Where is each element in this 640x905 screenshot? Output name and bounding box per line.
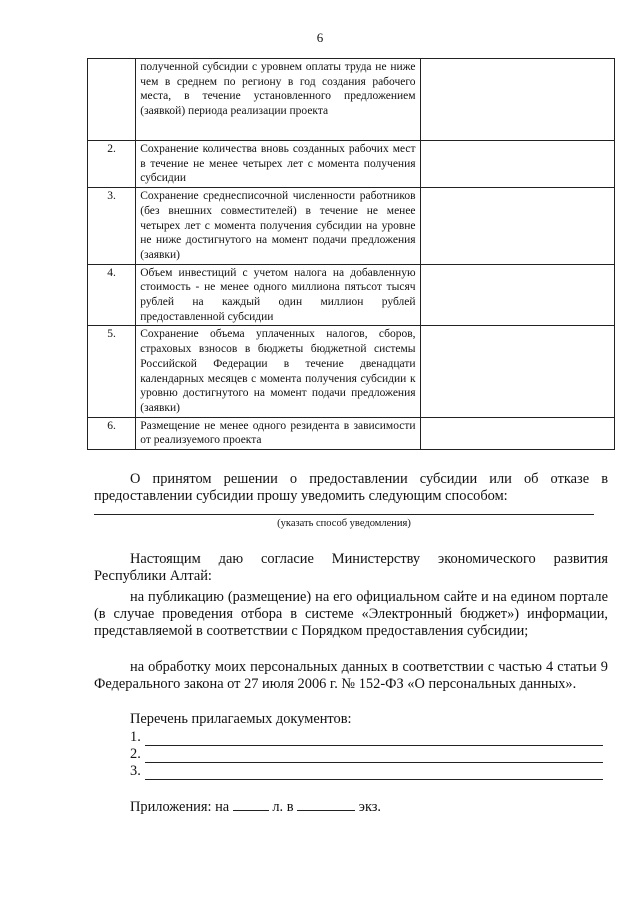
document-line-1[interactable] [130, 729, 603, 746]
notification-method-hint: (указать способ уведомления) [277, 518, 411, 529]
table-row [88, 264, 615, 326]
row-value-cell [420, 59, 614, 141]
table-row [88, 59, 615, 141]
row-value-cell [420, 417, 614, 449]
attachments-prefix: Приложения: на [130, 799, 230, 815]
document-line-blank[interactable] [145, 731, 603, 746]
document-line-number: 3. [130, 763, 141, 779]
table-row [88, 326, 615, 417]
notification-request: О принятом решении о предоставлении субсидии или об отказе в предоставлении субсидии прошу уведомить следующим способом: [94, 471, 608, 504]
copies-count-blank[interactable] [297, 797, 355, 811]
table-row [88, 141, 615, 188]
row-number: 3. [88, 188, 136, 265]
row-number [88, 59, 136, 141]
row-number: 4. [88, 264, 136, 326]
document-line-number: 2. [130, 746, 141, 762]
document-line-blank[interactable] [145, 748, 603, 763]
row-text: Объем инвестиций с учетом налога на добавленную стоимость - не менее одного миллиона пятьсот тысяч рублей на каждый один миллион рублей предоставленной субсидии [136, 264, 420, 326]
row-number: 5. [88, 326, 136, 417]
document-line-2[interactable] [130, 746, 603, 763]
row-number: 6. [88, 417, 136, 449]
consent-intro: Настоящим даю согласие Министерству экономического развития Республики Алтай: [94, 551, 608, 584]
table-row [88, 188, 615, 265]
page-number: 6 [316, 30, 324, 45]
documents-heading: Перечень прилагаемых документов: [130, 711, 352, 727]
row-text: Размещение не менее одного резидента в зависимости от реализуемого проекта [136, 417, 420, 449]
row-text: Сохранение среднесписочной численности работников (без внешних совместителей) в течение не менее четырех лет с момента получения субсидии на уровне не ниже достигнутого на момент подачи предложения (заявки) [136, 188, 420, 265]
attachments-line [130, 797, 381, 816]
consent-publication: на публикацию (размещение) на его официальном сайте и на едином портале (в случае проведения отбора в системе «Электронный бюджет») информации, представляемой в соответствии с Порядком предоставления субсидии; [94, 589, 608, 639]
row-number: 2. [88, 141, 136, 188]
pages-count-blank[interactable] [233, 797, 269, 811]
attachments-mid: л. в [272, 799, 294, 815]
table-row [88, 417, 615, 449]
attachments-suffix: экз. [358, 799, 382, 815]
row-value-cell [420, 188, 614, 265]
consent-personal-data: на обработку моих персональных данных в соответствии с частью 4 статьи 9 Федерального закона от 27 июля 2006 г. № 152-ФЗ «О персональных данных». [94, 659, 608, 692]
criteria-table [87, 58, 615, 450]
document-line-3[interactable] [130, 763, 603, 780]
row-text: Сохранение объема уплаченных налогов, сборов, страховых взносов в бюджеты бюджетной системы Российской Федерации в течение двенадцати календарных месяцев с момента получения субсидии к уровню достигнутого на момент подачи предложения (заявки) [136, 326, 420, 417]
document-line-blank[interactable] [145, 765, 603, 780]
row-value-cell [420, 326, 614, 417]
row-value-cell [420, 141, 614, 188]
row-value-cell [420, 264, 614, 326]
document-line-number: 1. [130, 729, 141, 745]
row-text: Сохранение количества вновь созданных рабочих мест в течение не менее четырех лет с момента получения субсидии [136, 141, 420, 188]
row-text: полученной субсидии с уровнем оплаты труда не ниже чем в среднем по региону в год создания рабочего места, в течение установленного предложением (заявкой) периода реализации проекта [136, 59, 420, 141]
notification-method-line[interactable] [94, 514, 594, 515]
